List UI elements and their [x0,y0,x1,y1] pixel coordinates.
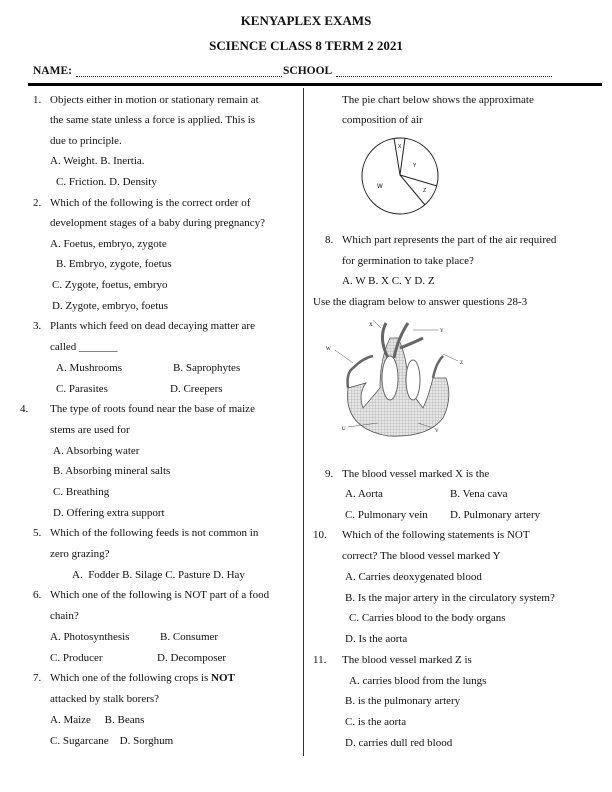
question-number: 7. [33,672,42,684]
option: B. Embryo, zygote, foetus [56,258,172,270]
question-number: 5. [33,527,42,539]
question-text: The blood vessel marked Z is [342,654,472,666]
question-text: Which of the following is the correct order of [50,197,251,209]
option: D. Offering extra support [53,507,165,519]
heart-diagram [318,318,468,438]
pie-label-y: Y [413,163,417,169]
option: C. Producer [50,652,103,664]
question-text: due to principle. [50,135,122,147]
option: C. Breathing [53,486,110,498]
option: D. Decomposer [157,652,227,664]
question-text: correct? The blood vessel marked Y [342,550,501,562]
heart-label-z: Z [460,361,464,366]
column-divider [303,88,304,756]
question-text: Objects either in motion or stationary remain at [50,94,259,106]
option: D. Zygote, embryo, foetus [52,300,169,312]
question-text: chain? [50,610,79,622]
school-field[interactable] [336,76,552,77]
option: B. is the pulmonary artery [345,695,461,707]
header-rule [28,83,602,86]
option: D. Creepers [170,383,223,395]
heart-label-x: X [369,323,373,328]
exam-subtitle: SCIENCE CLASS 8 TERM 2 2021 [209,38,403,53]
diagram-intro: Use the diagram below to answer questions 28-3 [313,296,528,308]
pie-slice-edge [400,175,425,205]
question-text: Plants which feed on dead decaying matter are [50,320,255,332]
option: A. Fodder B. Silage C. Pasture D. Hay [72,569,245,581]
option: C. Friction. D. Density [56,176,157,188]
option: C. is the aorta [345,716,407,728]
question-text: zero grazing? [50,548,110,560]
question-text: for germination to take place? [342,255,474,267]
question-text: Which of the following feeds is not common in [50,527,259,539]
option: A. W B. X C. Y D. Z [342,275,435,287]
question-number: 11. [313,654,327,666]
option: D. carries dull red blood [345,737,453,749]
name-label: NAME: [33,65,72,77]
option: A. Mushrooms [56,362,123,374]
pie-intro: The pie chart below shows the approximate [342,94,534,106]
pie-slice-edge [400,175,437,186]
option: A. carries blood from the lungs [349,675,487,687]
option: A. Maize B. Beans [50,714,145,726]
question-text: attacked by stalk borers? [50,693,160,705]
option: A. Carries deoxygenated blood [345,571,482,583]
pie-label-z: Z [423,188,427,194]
question-number: 10. [313,529,327,541]
question-number: 6. [33,589,42,601]
air-composition-pie-chart [355,135,445,217]
heart-label-u: U [342,427,346,432]
option: D. Is the aorta [345,633,408,645]
option: C. Zygote, foetus, embryo [52,279,168,291]
heart-label-v: V [435,429,439,434]
question-number: 9. [325,468,334,480]
option: C. Pulmonary vein [345,509,428,521]
heart-label-w: W [326,347,331,352]
option: A. Aorta [345,488,383,500]
exam-title: KENYAPLEX EXAMS [240,13,372,28]
question-text-part: Which one of the following crops is [50,672,211,684]
option: C. Sugarcane D. Sorghum [50,735,174,747]
option: C. Parasites [56,383,108,395]
pie-intro: composition of air [342,114,423,126]
question-text: Which part represents the part of the air required [342,234,557,246]
emphasis: NOT [211,672,235,684]
question-text [50,671,235,685]
question-number: 2. [33,197,42,209]
question-text: The blood vessel marked X is the [342,468,490,480]
option: B. Absorbing mineral salts [53,465,171,477]
question-number: 8. [325,234,334,246]
school-label: SCHOOL [283,65,333,77]
question-text: stems are used for [50,424,130,436]
question-number: 1. [33,94,42,106]
option: C. Carries blood to the body organs [349,612,506,624]
question-text: the same state unless a force is applied. This is [50,114,256,126]
question-text: Which one of the following is NOT part of a food [50,589,270,601]
heart-label-y: Y [440,329,444,334]
pie-label-x: X [398,144,402,150]
option: A. Photosynthesis [50,631,130,643]
question-number: 3. [33,320,42,332]
question-number: 4. [20,403,29,415]
option: A. Absorbing water [53,445,140,457]
option: A. Foetus, embryo, zygote [50,238,167,250]
question-text: The type of roots found near the base of maize [50,403,255,415]
question-text: development stages of a baby during pregnancy? [50,217,266,229]
question-text: Which of the following statements is NOT [342,529,530,541]
option: B. Saprophytes [173,362,241,374]
option: D. Pulmonary artery [450,509,541,521]
question-text: called _______ [50,341,118,353]
option: B. Vena cava [450,488,508,500]
option: B. Is the major artery in the circulatory system? [345,592,555,604]
pie-label-w: W [377,184,383,190]
option: B. Consumer [160,631,219,643]
name-field[interactable] [76,76,282,77]
option: A. Weight. B. Inertia. [50,155,145,167]
